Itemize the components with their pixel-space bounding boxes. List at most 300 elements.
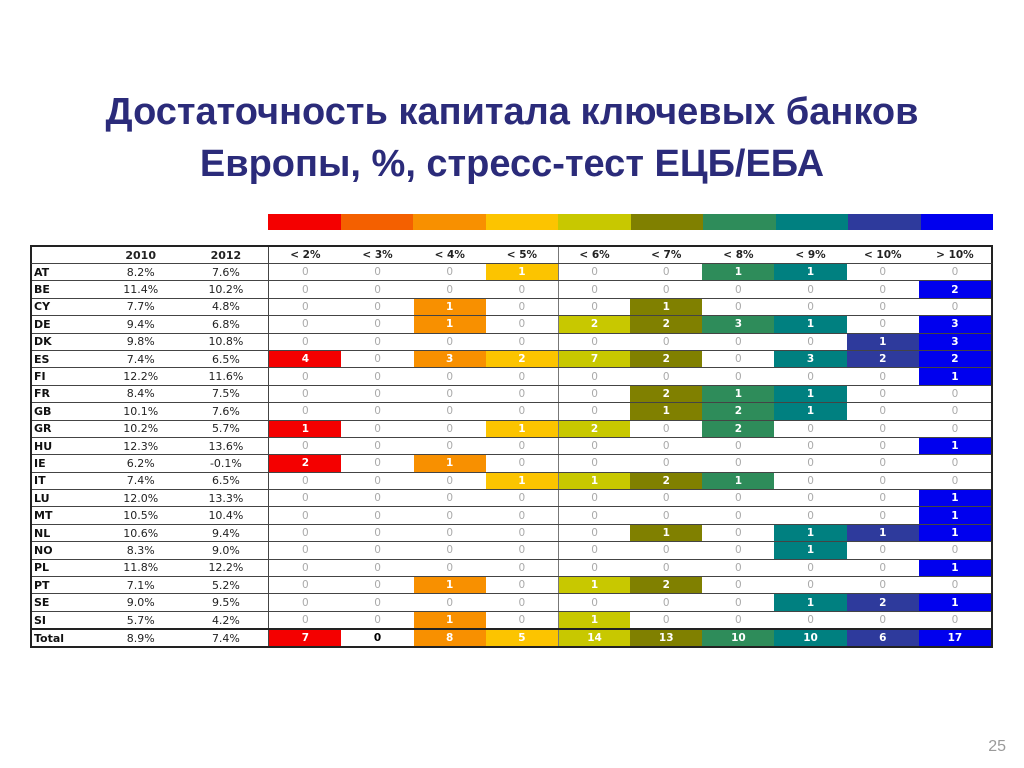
bucket-count: 0 <box>558 334 630 350</box>
total-bucket-count: 5 <box>486 630 558 646</box>
value-2012: 6.5% <box>184 351 270 367</box>
header-2012: 2012 <box>184 247 270 263</box>
bucket-count: 0 <box>879 266 887 279</box>
bucket-count: 1 <box>414 316 486 332</box>
bucket-count: 0 <box>879 492 887 505</box>
bucket-count: 0 <box>374 300 381 313</box>
bucket-count: 0 <box>302 579 309 592</box>
value-2010: 8.4% <box>126 387 155 401</box>
bucket-count: 1 <box>702 386 774 402</box>
bucket-count: 0 <box>662 492 670 505</box>
bucket-count: 0 <box>374 544 381 557</box>
table-row <box>32 594 991 611</box>
total-2012: 7.4% <box>184 630 270 646</box>
bucket-count: 0 <box>879 283 887 296</box>
value-2010: 10.6% <box>123 526 159 540</box>
bucket-count: 0 <box>951 474 959 487</box>
value-2010: 6.2% <box>126 456 155 470</box>
value-2012: 9.5% <box>184 594 270 610</box>
country-code: FI <box>34 370 46 384</box>
value-2010: 7.1% <box>126 578 155 592</box>
bucket-count: 1 <box>774 316 846 332</box>
total-row <box>32 630 991 646</box>
bucket-count: 0 <box>558 507 630 523</box>
bucket-count: 0 <box>879 561 887 574</box>
bucket-count: 0 <box>807 561 814 574</box>
header-bucket: < 3% <box>362 249 393 261</box>
bucket-count: 2 <box>919 281 991 297</box>
bucket-count: 0 <box>735 579 742 592</box>
value-2010: 12.0% <box>123 491 159 505</box>
bucket-count: 0 <box>879 544 887 557</box>
bucket-count: 0 <box>374 370 381 383</box>
bucket-count: 0 <box>735 335 742 348</box>
value-2012: 6.5% <box>184 473 270 489</box>
value-2010: 9.4% <box>126 317 155 331</box>
country-code: FR <box>34 387 50 401</box>
bucket-count: 0 <box>735 544 742 557</box>
country-code: BE <box>34 283 50 297</box>
total-bucket-count: 13 <box>630 630 702 646</box>
bucket-count: 2 <box>630 316 702 332</box>
bucket-count: 0 <box>558 490 630 506</box>
value-2010: 11.8% <box>123 561 159 575</box>
country-code: IT <box>34 474 46 488</box>
legend-swatch-8 <box>848 214 921 230</box>
bucket-count: 2 <box>702 403 774 419</box>
bucket-count: 1 <box>919 438 991 454</box>
total-2010: 8.9% <box>126 631 155 645</box>
bucket-count: 0 <box>807 370 814 383</box>
country-code: SI <box>34 613 47 627</box>
bucket-count: 0 <box>374 266 381 279</box>
bucket-count: 0 <box>951 579 959 592</box>
total-bucket-count: 0 <box>373 632 382 644</box>
header-bucket: < 6% <box>558 247 630 263</box>
bucket-count: 0 <box>518 283 526 296</box>
bucket-count: 0 <box>518 440 526 453</box>
bucket-count: 0 <box>807 509 814 522</box>
bucket-count: 0 <box>302 561 309 574</box>
bucket-count: 1 <box>774 525 846 541</box>
bucket-count: 0 <box>374 509 381 522</box>
table-row <box>32 560 991 577</box>
value-2012: 12.2% <box>184 560 270 576</box>
table-row <box>32 264 991 281</box>
bucket-count: 0 <box>879 300 887 313</box>
value-2010: 7.4% <box>126 474 155 488</box>
value-2012: 5.7% <box>184 421 270 437</box>
bucket-count: 0 <box>879 405 887 418</box>
value-2012: 4.8% <box>184 299 270 315</box>
legend-swatch-2 <box>413 214 486 230</box>
bucket-count: 0 <box>518 579 526 592</box>
bucket-count: 0 <box>374 318 381 331</box>
bucket-count: 0 <box>374 579 381 592</box>
bucket-count: 1 <box>269 421 341 437</box>
table-row <box>32 455 991 472</box>
bucket-count: 0 <box>662 335 670 348</box>
legend-swatch-5 <box>631 214 704 230</box>
total-label: Total <box>34 631 65 645</box>
bucket-count: 0 <box>518 561 526 574</box>
legend-swatch-4 <box>558 214 631 230</box>
header-bucket: > 10% <box>936 249 974 261</box>
bucket-count: 2 <box>847 594 919 610</box>
value-2012: 9.0% <box>184 542 270 558</box>
bucket-count: 0 <box>518 457 526 470</box>
country-code: ES <box>34 352 50 366</box>
bucket-count: 1 <box>774 403 846 419</box>
country-code: PL <box>34 561 50 575</box>
legend-swatch-1 <box>341 214 414 230</box>
capital-adequacy-table <box>30 245 993 630</box>
bucket-count: 0 <box>951 300 959 313</box>
bucket-count: 0 <box>374 474 381 487</box>
bucket-count: 0 <box>807 614 814 626</box>
bucket-count: 0 <box>518 509 526 522</box>
bucket-count: 1 <box>558 577 630 593</box>
header-2010: 2010 <box>125 248 156 262</box>
bucket-count: 0 <box>879 457 887 470</box>
header-bucket: < 5% <box>506 249 538 261</box>
value-2012: 4.2% <box>184 612 270 628</box>
bucket-count: 0 <box>518 492 526 505</box>
legend-swatch-6 <box>703 214 776 230</box>
bucket-count: 0 <box>807 283 814 296</box>
bucket-count: 0 <box>879 370 887 383</box>
bucket-count: 0 <box>302 527 309 540</box>
bucket-count: 3 <box>774 351 846 367</box>
bucket-count: 7 <box>558 351 630 367</box>
bucket-count: 0 <box>735 353 742 366</box>
value-2010: 10.2% <box>123 422 159 436</box>
bucket-count: 0 <box>302 614 309 626</box>
bucket-count: 0 <box>879 422 887 435</box>
bucket-count: 0 <box>302 509 309 522</box>
country-code: GB <box>34 404 52 418</box>
bucket-count: 1 <box>774 386 846 402</box>
bucket-count: 0 <box>374 353 381 366</box>
legend-swatch-3 <box>486 214 559 230</box>
bucket-count: 0 <box>558 438 630 454</box>
bucket-count: 0 <box>662 614 670 626</box>
bucket-count: 0 <box>446 509 454 522</box>
bucket-count: 0 <box>735 596 742 609</box>
slide-title <box>0 86 1024 190</box>
bucket-count: 0 <box>735 440 742 453</box>
bucket-count: 3 <box>414 351 486 367</box>
country-code: SE <box>34 596 50 610</box>
bucket-count: 0 <box>662 596 670 609</box>
value-2010: 5.7% <box>126 613 155 627</box>
bucket-count: 0 <box>558 403 630 419</box>
bucket-count: 0 <box>302 405 309 418</box>
country-code: DK <box>34 335 52 349</box>
bucket-count: 1 <box>702 264 774 280</box>
bucket-count: 1 <box>414 455 486 471</box>
bucket-count: 0 <box>302 266 309 279</box>
table-row <box>32 299 991 316</box>
table-row <box>32 316 991 333</box>
bucket-count: 0 <box>951 422 959 435</box>
header-bucket: < 4% <box>434 249 465 261</box>
value-2012: 10.8% <box>184 334 270 350</box>
bucket-count: 1 <box>486 473 558 489</box>
bucket-count: 0 <box>735 300 742 313</box>
country-code: NL <box>34 526 51 540</box>
value-2012: -0.1% <box>184 455 270 471</box>
bucket-count: 1 <box>919 594 991 610</box>
value-2012: 10.4% <box>184 507 270 523</box>
bucket-count: 0 <box>302 300 309 313</box>
bucket-count: 1 <box>702 473 774 489</box>
table-body <box>30 264 993 630</box>
bucket-count: 0 <box>302 492 309 505</box>
value-2012: 9.4% <box>184 525 270 541</box>
bucket-count: 1 <box>774 264 846 280</box>
header-bucket: < 10% <box>863 249 902 261</box>
bucket-count: 0 <box>807 474 814 487</box>
bucket-count: 3 <box>919 334 991 350</box>
bucket-count: 0 <box>374 561 381 574</box>
country-code: NO <box>34 543 53 557</box>
bucket-count: 0 <box>879 318 887 331</box>
legend-swatch-7 <box>776 214 849 230</box>
bucket-count: 0 <box>374 440 381 453</box>
bucket-count: 0 <box>735 370 742 383</box>
bucket-count: 0 <box>302 335 309 348</box>
bucket-count: 0 <box>735 457 742 470</box>
header-bucket: < 2% <box>290 249 321 261</box>
bucket-count: 0 <box>558 525 630 541</box>
bucket-count: 0 <box>446 266 454 279</box>
value-2010: 9.0% <box>126 596 155 610</box>
bucket-count: 0 <box>446 335 454 348</box>
country-code: IE <box>34 456 46 470</box>
bucket-count: 0 <box>446 405 454 418</box>
bucket-count: 1 <box>414 577 486 593</box>
bucket-count: 0 <box>558 560 630 576</box>
bucket-count: 0 <box>302 474 309 487</box>
value-2012: 10.2% <box>184 281 270 297</box>
slide-title-line2: Европы, %, стресс-тест ЕЦБ/ЕБА <box>199 143 825 185</box>
bucket-count: 2 <box>269 455 341 471</box>
value-2010: 11.4% <box>123 283 159 297</box>
bucket-count: 0 <box>518 527 526 540</box>
bucket-count: 0 <box>446 544 454 557</box>
page-number: 25 <box>988 738 1006 755</box>
bucket-count: 0 <box>807 440 814 453</box>
bucket-count: 0 <box>558 594 630 610</box>
bucket-count: 0 <box>374 492 381 505</box>
bucket-count: 0 <box>518 318 526 331</box>
bucket-count: 2 <box>558 316 630 332</box>
bucket-count: 2 <box>847 351 919 367</box>
bucket-count: 0 <box>518 614 526 626</box>
bucket-count: 1 <box>414 612 486 628</box>
table-row <box>32 368 991 385</box>
total-bucket-count: 14 <box>558 630 630 646</box>
bucket-count: 0 <box>558 542 630 558</box>
bucket-count: 1 <box>558 612 630 628</box>
slide-title-line1: Достаточность капитала ключевых банков <box>105 91 919 133</box>
value-2010: 12.2% <box>123 370 159 384</box>
bucket-count: 0 <box>879 387 887 400</box>
bucket-count: 2 <box>630 577 702 593</box>
country-code: GR <box>34 422 52 436</box>
bucket-count: 0 <box>446 492 454 505</box>
value-2010: 7.4% <box>126 352 155 366</box>
country-code: CY <box>34 300 51 314</box>
bucket-count: 2 <box>558 421 630 437</box>
bucket-count: 0 <box>558 264 630 280</box>
bucket-count: 2 <box>919 351 991 367</box>
bucket-count: 0 <box>446 474 454 487</box>
bucket-count: 0 <box>446 596 454 609</box>
bucket-count: 3 <box>919 316 991 332</box>
bucket-count: 0 <box>518 300 526 313</box>
total-bucket-count: 7 <box>269 630 341 646</box>
table-row <box>32 281 991 298</box>
table-total <box>30 628 993 648</box>
bucket-count: 0 <box>374 596 381 609</box>
table-row <box>32 334 991 351</box>
value-2010: 10.1% <box>123 404 159 418</box>
bucket-count: 0 <box>951 387 959 400</box>
value-2012: 7.5% <box>184 386 270 402</box>
table-row <box>32 403 991 420</box>
value-2010: 9.8% <box>126 335 155 349</box>
country-code: MT <box>34 509 53 523</box>
bucket-count: 2 <box>486 351 558 367</box>
bucket-count: 4 <box>269 351 341 367</box>
value-2012: 13.3% <box>184 490 270 506</box>
legend-swatch-0 <box>268 214 341 230</box>
bucket-count: 0 <box>302 387 309 400</box>
bucket-count: 0 <box>518 335 526 348</box>
table-row <box>32 507 991 524</box>
bucket-count: 0 <box>735 527 742 540</box>
table-row <box>32 577 991 594</box>
bucket-count: 0 <box>518 370 526 383</box>
bucket-count: 0 <box>807 492 814 505</box>
bucket-count: 0 <box>662 422 670 435</box>
bucket-count: 0 <box>662 266 670 279</box>
bucket-count: 1 <box>919 525 991 541</box>
bucket-count: 0 <box>302 440 309 453</box>
bucket-count: 0 <box>951 266 959 279</box>
bucket-count: 2 <box>702 421 774 437</box>
bucket-count: 0 <box>662 561 670 574</box>
bucket-count: 1 <box>919 560 991 576</box>
bucket-count: 0 <box>879 579 887 592</box>
bucket-count: 0 <box>374 422 381 435</box>
bucket-count: 1 <box>919 490 991 506</box>
bucket-count: 0 <box>518 405 526 418</box>
bucket-count: 1 <box>774 594 846 610</box>
table-row <box>32 542 991 559</box>
value-2010: 10.5% <box>123 509 159 523</box>
value-2012: 5.2% <box>184 577 270 593</box>
bucket-count: 0 <box>735 283 742 296</box>
bucket-count: 0 <box>879 509 887 522</box>
bucket-count: 0 <box>446 561 454 574</box>
bucket-count: 0 <box>446 440 454 453</box>
table-row <box>32 438 991 455</box>
bucket-count: 1 <box>414 299 486 315</box>
value-2010: 7.7% <box>126 300 155 314</box>
total-bucket-count: 6 <box>847 630 919 646</box>
bucket-count: 0 <box>518 387 526 400</box>
bucket-count: 2 <box>630 473 702 489</box>
bucket-count: 0 <box>302 318 309 331</box>
bucket-count: 0 <box>879 614 887 626</box>
bucket-count: 0 <box>807 300 814 313</box>
bucket-count: 2 <box>630 351 702 367</box>
value-2010: 8.3% <box>126 543 155 557</box>
table-row <box>32 525 991 542</box>
bucket-count: 0 <box>302 283 309 296</box>
bucket-count: 0 <box>662 457 670 470</box>
bucket-count: 2 <box>630 386 702 402</box>
table-row <box>32 490 991 507</box>
table-row <box>32 351 991 368</box>
table-row <box>32 473 991 490</box>
value-2012: 6.8% <box>184 316 270 332</box>
bucket-count: 0 <box>558 368 630 384</box>
bucket-count: 0 <box>446 422 454 435</box>
bucket-count: 0 <box>879 474 887 487</box>
bucket-count: 0 <box>807 579 814 592</box>
bucket-count: 0 <box>735 561 742 574</box>
table-row <box>32 421 991 438</box>
bucket-count: 0 <box>374 405 381 418</box>
bucket-count: 0 <box>879 440 887 453</box>
bucket-count: 0 <box>951 544 959 557</box>
total-bucket-count: 10 <box>702 630 774 646</box>
value-2010: 8.2% <box>126 265 155 279</box>
bucket-count: 0 <box>558 386 630 402</box>
value-2012: 13.6% <box>184 438 270 454</box>
total-bucket-count: 10 <box>774 630 846 646</box>
bucket-count: 1 <box>486 264 558 280</box>
header-country <box>32 247 98 263</box>
bucket-count: 0 <box>374 335 381 348</box>
bucket-count: 0 <box>558 281 630 297</box>
country-code: HU <box>34 439 53 453</box>
value-2012: 7.6% <box>184 403 270 419</box>
bucket-count: 1 <box>847 525 919 541</box>
bucket-count: 0 <box>662 283 670 296</box>
table-row <box>32 612 991 628</box>
bucket-count: 1 <box>630 403 702 419</box>
header-bucket: < 8% <box>723 249 754 261</box>
bucket-count: 0 <box>735 614 742 626</box>
value-2010: 12.3% <box>123 439 159 453</box>
bucket-count: 0 <box>518 596 526 609</box>
bucket-count: 0 <box>374 387 381 400</box>
bucket-count: 0 <box>807 457 814 470</box>
header-bucket: < 9% <box>795 249 826 261</box>
bucket-count: 0 <box>735 492 742 505</box>
bucket-count: 0 <box>558 455 630 471</box>
bucket-count: 0 <box>374 283 381 296</box>
bucket-count: 0 <box>446 387 454 400</box>
bucket-count: 0 <box>302 544 309 557</box>
value-2012: 11.6% <box>184 368 270 384</box>
bucket-count: 0 <box>662 509 670 522</box>
